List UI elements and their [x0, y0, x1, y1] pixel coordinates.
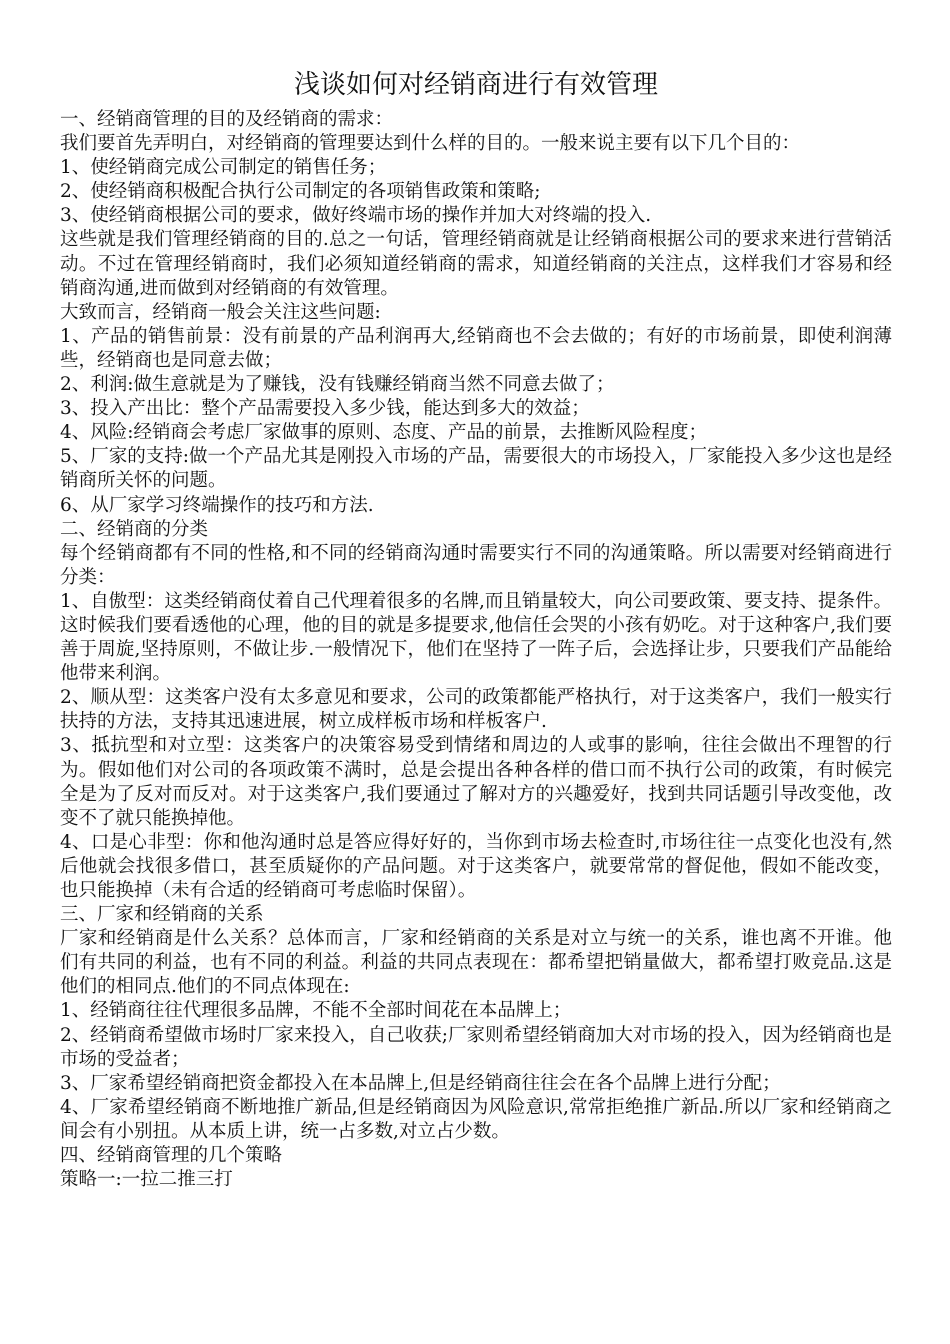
- list-item: 1、产品的销售前景：没有前景的产品利润再大,经销商也不会去做的；有好的市场前景，即使利润薄些，经销商也是同意去做；: [60, 325, 892, 371]
- paragraph: 大致而言，经销商一般会关注这些问题:: [60, 301, 381, 323]
- strategy-heading: 策略一:一拉二推三打: [60, 1169, 233, 1191]
- document-body: [60, 108, 892, 1192]
- list-item: 4、口是心非型：你和他沟通时总是答应得好好的，当你到市场去检查时,市场往往一点变化也没有,然后他就会找很多借口，甚至质疑你的产品问题。对于这类客户，就要常常的督促他，假如不能改变，也只能换掉（未有合适的经销商可考虑临时保留）。: [60, 831, 892, 901]
- list-item: 1、经销商往往代理很多品牌，不能不全部时间花在本品牌上；: [60, 1000, 572, 1022]
- list-item: 2、顺从型：这类客户没有太多意见和要求，公司的政策都能严格执行，对于这类客户，我们一般实行扶持的方法，支持其迅速进展，树立成样板市场和样板客户.: [60, 687, 892, 733]
- list-item: 3、使经销商根据公司的要求，做好终端市场的操作并加大对终端的投入.: [60, 205, 652, 227]
- section-heading-2: 二、经销商的分类: [60, 518, 209, 540]
- list-item: 1、自傲型：这类经销商仗着自己代理着很多的名牌,而且销量较大，向公司要政策、要支持、提条件。这时候我们要看透他的心理，他的目的就是多提要求,他信任会哭的小孩有奶吃。对于这种客户,我们要善于周旋,坚持原则，不做让步.一般情况下，他们在坚持了一阵子后，会选择让步，只要我们产品能给他带来利润。: [60, 590, 892, 685]
- paragraph: 每个经销商都有不同的性格,和不同的经销商沟通时需要实行不同的沟通策略。所以需要对经销商进行分类：: [60, 542, 892, 588]
- list-item: 3、投入产出比：整个产品需要投入多少钱，能达到多大的效益；: [60, 398, 590, 420]
- paragraph: 这些就是我们管理经销商的目的.总之一句话，管理经销商就是让经销商根据公司的要求来进行营销活动。不过在管理经销商时，我们必须知道经销商的需求，知道经销商的关注点，这样我们才容易和经销商沟通,进而做到对经销商的有效管理。: [60, 229, 892, 299]
- list-item: 2、使经销商积极配合执行公司制定的各项销售政策和策略;: [60, 181, 541, 203]
- paragraph: 厂家和经销商是什么关系？总体而言，厂家和经销商的关系是对立与统一的关系，谁也离不开谁。他们有共同的利益，也有不同的利益。利益的共同点表现在：都希望把销量做大，都希望打败竞品.这是他们的相同点.他们的不同点体现在:: [60, 928, 892, 998]
- document-title: 浅谈如何对经销商进行有效管理: [293, 70, 658, 100]
- list-item: 3、厂家希望经销商把资金都投入在本品牌上,但是经销商往往会在各个品牌上进行分配；: [60, 1072, 781, 1094]
- list-item: 2、经销商希望做市场时厂家来投入，自己收获;厂家则希望经销商加大对市场的投入，因为经销商也是市场的受益者；: [60, 1024, 893, 1070]
- section-heading-3: 三、厂家和经销商的关系: [60, 904, 264, 926]
- section-heading-4: 四、经销商管理的几个策略: [60, 1145, 283, 1167]
- list-item: 6、从厂家学习终端操作的技巧和方法.: [60, 494, 374, 516]
- list-item: 5、厂家的支持:做一个产品尤其是刚投入市场的产品，需要很大的市场投入，厂家能投入多少这也是经销商所关怀的问题。: [60, 446, 893, 492]
- section-heading-1: 一、经销商管理的目的及经销商的需求：: [60, 109, 394, 130]
- list-item: 3、抵抗型和对立型：这类客户的决策容易受到情绪和周边的人或事的影响，往往会做出不理智的行为。假如他们对公司的各项政策不满时，总是会提出各种各样的借口而不执行公司的政策，有时候完全是为了反对而反对。对于这类客户,我们要通过了解对方的兴趣爱好，找到共同话题引导改变他，改变不了就只能换掉他。: [60, 735, 892, 829]
- list-item: 1、使经销商完成公司制定的销售任务；: [60, 157, 387, 179]
- paragraph: 我们要首先弄明白，对经销商的管理要达到什么样的目的。一般来说主要有以下几个目的：: [60, 133, 801, 155]
- list-item: 4、风险:经销商会考虑厂家做事的原则、态度、产品的前景，去推断风险程度；: [60, 422, 708, 444]
- list-item: 4、厂家希望经销商不断地推广新品,但是经销商因为风险意识,常常拒绝推广新品.所以厂家和经销商之间会有小别扭。从本质上讲，统一占多数,对立占少数。: [60, 1096, 892, 1142]
- list-item: 2、利润:做生意就是为了赚钱，没有钱赚经销商当然不同意去做了；: [60, 374, 615, 396]
